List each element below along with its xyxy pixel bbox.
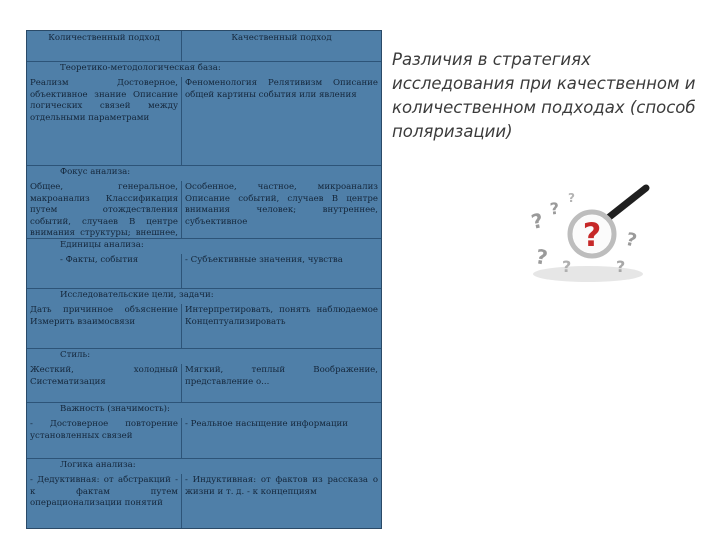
svg-text:?: ?: [562, 257, 572, 276]
row-divider: [27, 458, 381, 459]
svg-text:?: ?: [529, 208, 546, 235]
theory-quantitative: Реализм Достоверное, объективное знание Описание логических связей между отдельными параметрами: [30, 78, 178, 123]
section-style: Стиль:: [60, 350, 91, 360]
units-quantitative: - Факты, события: [60, 255, 139, 265]
logic-qualitative: - Индуктивная: от фактов из рассказа о жизни и т. д. - к концепциям: [185, 475, 378, 497]
column-divider: [181, 304, 182, 348]
row-divider: [27, 348, 381, 349]
svg-text:?: ?: [568, 191, 575, 205]
column-divider: [181, 31, 182, 61]
theory-qualitative: Феноменология Релятивизм Описание общей картины события или явления: [185, 78, 378, 100]
row-divider: [27, 288, 381, 289]
importance-quantitative: - Достоверное повторение установленных связей: [30, 419, 178, 441]
svg-text:?: ?: [548, 198, 561, 219]
comparison-table: [26, 30, 382, 529]
slide-title: Различия в стратегиях исследования при качественном и количественном подходах (способ поляризации): [392, 50, 696, 141]
row-divider: [27, 238, 381, 239]
importance-qualitative: - Реальное насыщение информации: [185, 419, 348, 429]
logic-quantitative: - Дедуктивная: от абстракций - к фактам путем операционализации понятий: [30, 475, 178, 509]
svg-text:?: ?: [582, 216, 602, 254]
section-goals: Исследовательские цели, задачи:: [60, 290, 214, 300]
column-divider: [181, 474, 182, 528]
row-divider: [27, 61, 381, 62]
svg-text:?: ?: [616, 257, 626, 276]
header-qualitative: Качественный подход: [231, 33, 332, 43]
section-focus: Фокус анализа:: [60, 167, 131, 177]
goals-qualitative: Интерпретировать, понять наблюдаемое Концептуализировать: [185, 305, 378, 327]
section-units: Единицы анализа:: [60, 240, 144, 250]
section-importance: Важность (значимость):: [60, 404, 170, 414]
section-logic: Логика анализа:: [60, 460, 136, 470]
row-divider: [27, 165, 381, 166]
column-divider: [181, 181, 182, 238]
focus-quantitative: Общее, генеральное, макроанализ Классификация путем отождествления событий, случаев В центре внимания структуры; внешнее,: [30, 182, 178, 238]
units-qualitative: - Субъективные значения, чувства: [185, 255, 343, 265]
column-divider: [181, 77, 182, 165]
focus-qualitative: Особенное, частное, микроанализ Описание событий, случаев В центре внимания человек; внутреннее, субъективное: [185, 182, 378, 227]
goals-quantitative: Дать причинное объяснение Измерить взаимосвязи: [30, 305, 178, 327]
row-divider: [27, 402, 381, 403]
style-qualitative: Мягкий, теплый Воображение, представление о...: [185, 365, 378, 387]
svg-text:?: ?: [623, 228, 639, 252]
column-divider: [181, 254, 182, 288]
style-quantitative: Жесткий, холодный Систематизация: [30, 365, 178, 387]
question-marks-magnifier-icon: [526, 184, 650, 284]
column-divider: [181, 364, 182, 402]
header-quantitative: Количественный подход: [48, 33, 160, 43]
svg-text:?: ?: [533, 244, 550, 270]
column-divider: [181, 418, 182, 458]
section-theory: Теоретико-методологическая база:: [60, 63, 221, 73]
